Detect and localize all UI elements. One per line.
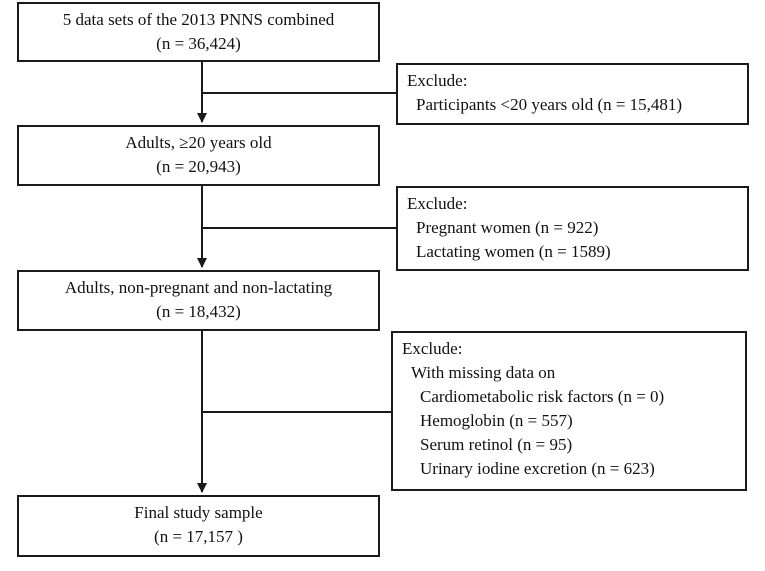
- step-box-combined-datasets: [17, 2, 380, 62]
- exclusion-subheading: With missing data on: [411, 363, 556, 382]
- step-box-final-sample: [17, 495, 380, 557]
- exclusion-heading: Exclude:: [407, 71, 468, 90]
- exclusion-heading: Exclude:: [407, 194, 468, 213]
- exclusion-heading: Exclude:: [402, 339, 463, 358]
- exclusion-item: Cardiometabolic risk factors (n = 0): [420, 387, 665, 406]
- step-count: (n = 20,943): [156, 157, 241, 176]
- exclusion-box-pregnancy-lactation: [396, 186, 749, 271]
- exclusion-box-missing-data: [391, 331, 747, 491]
- step-count: (n = 36,424): [156, 34, 241, 53]
- exclusion-item: Lactating women (n = 1589): [416, 242, 611, 261]
- step-title: Final study sample: [134, 503, 263, 522]
- exclusion-item: Hemoglobin (n = 557): [420, 411, 573, 430]
- exclusion-box-age: [396, 63, 749, 125]
- step-title: Adults, ≥20 years old: [125, 133, 272, 152]
- step-box-non-pregnant-non-lactating: [17, 270, 380, 331]
- step-count: (n = 18,432): [156, 302, 241, 321]
- step-count: (n = 17,157 ): [154, 527, 243, 546]
- step-title: 5 data sets of the 2013 PNNS combined: [62, 10, 335, 29]
- step-box-adults: [17, 125, 380, 186]
- exclusion-item: Urinary iodine excretion (n = 623): [420, 459, 655, 478]
- step-title: Adults, non-pregnant and non-lactating: [64, 278, 333, 297]
- exclusion-item: Participants <20 years old (n = 15,481): [416, 95, 683, 114]
- exclusion-item: Serum retinol (n = 95): [420, 435, 573, 454]
- exclusion-item: Pregnant women (n = 922): [416, 218, 599, 237]
